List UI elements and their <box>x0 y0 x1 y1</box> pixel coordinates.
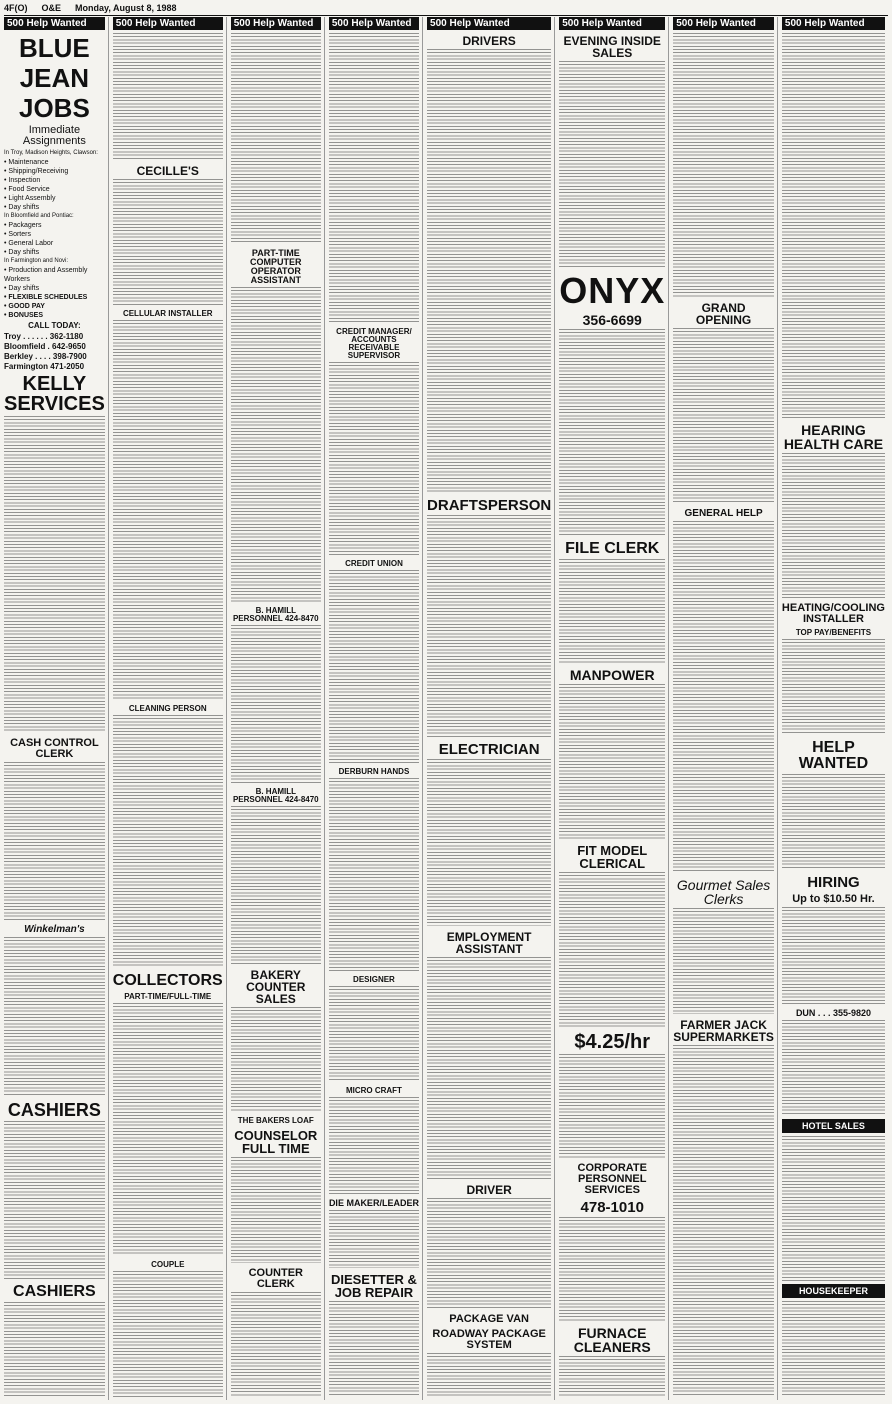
ad-title: ROADWAY PACKAGE SYSTEM <box>432 1327 546 1351</box>
ad-intro: In Bloomfield and Pontiac: <box>4 213 74 219</box>
ad-title: CREDIT UNION <box>345 558 403 568</box>
list-item: • Day shifts <box>4 204 40 211</box>
phone-number: Bloomfield . 642-9650 <box>4 342 86 351</box>
phone-number: 478-1010 <box>580 1199 644 1217</box>
ad-body-text <box>329 778 419 971</box>
ad-title: MANPOWER <box>569 666 655 683</box>
list-item: • Shipping/Receiving <box>4 168 69 175</box>
ad-title: COUPLE <box>151 1259 185 1269</box>
list-item: • Light Assembly <box>4 195 56 202</box>
ad-body-text <box>782 774 885 870</box>
ad-title: DRIVER <box>466 1182 512 1197</box>
ad-body-text <box>231 1157 321 1262</box>
ad-title: B. HAMILL PERSONNEL 424-8470 <box>232 606 319 624</box>
ad-body-text <box>113 1271 223 1398</box>
ad-subtitle: PART-TIME/FULL-TIME <box>124 991 212 1001</box>
masthead <box>4 3 888 16</box>
issue-date: Monday, August 8, 1988 <box>75 3 177 13</box>
ad-body-text <box>427 957 551 1179</box>
ad-body-text <box>231 287 321 603</box>
ad-body-text <box>113 179 223 306</box>
ad-body-text <box>329 570 419 763</box>
perk-list <box>4 293 105 320</box>
ad-title: B. HAMILL PERSONNEL 424-8470 <box>232 787 319 805</box>
ad-title: DRIVERS <box>462 34 516 48</box>
phone-number: Farmington 471-2050 <box>4 362 85 371</box>
ad-title: DIE MAKER/LEADER <box>328 1197 419 1208</box>
ad-title: HIRING <box>807 874 860 892</box>
ad-body-text <box>559 1217 665 1321</box>
ad-title: COUNSELOR FULL TIME <box>234 1128 318 1157</box>
job-list-3 <box>4 266 105 293</box>
list-item: • FLEXIBLE SCHEDULES <box>4 294 88 301</box>
ad-title: HOTEL SALES <box>782 1119 885 1133</box>
ad-body-text <box>329 33 419 323</box>
ad-title: HELP WANTED <box>798 739 869 773</box>
ad-title: FILE CLERK <box>565 540 660 558</box>
ad-title: FARMER JACK SUPERMARKETS <box>673 1017 774 1044</box>
ad-title: CREDIT MANAGER/ ACCOUNTS RECEIVABLE SUPERVISOR <box>336 326 412 360</box>
ad-body-text <box>427 515 551 737</box>
column-heading: 500 Help Wanted <box>113 17 223 30</box>
ad-intro: In Farmington and Novi: <box>4 258 69 264</box>
list-item: • Day shifts <box>4 285 40 292</box>
ad-title: DIESETTER & JOB REPAIR <box>330 1271 417 1300</box>
ad-title-jobs: JOBS <box>18 93 90 123</box>
ad-title: PACKAGE VAN <box>449 1312 529 1325</box>
paper-name: O&E <box>41 3 62 13</box>
ad-body-text <box>673 908 774 1014</box>
ad-body-text <box>673 33 774 297</box>
ad-title-jean: JEAN <box>19 63 90 93</box>
ad-title: PART-TIME COMPUTER OPERATOR ASSISTANT <box>250 247 302 285</box>
phone-number: DUN . . . 355-9820 <box>795 1007 871 1018</box>
list-item: • Sorters <box>4 231 31 238</box>
ad-intro: In Troy, Madison Heights, Clawson: <box>4 150 98 156</box>
ad-body-text <box>782 639 885 735</box>
column-8 <box>782 17 888 1400</box>
ad-body-text <box>782 907 885 1003</box>
column-heading: 500 Help Wanted <box>329 17 419 30</box>
ad-body-text <box>559 61 665 268</box>
ad-body-text <box>559 1054 665 1158</box>
ad-body-text <box>673 1045 774 1397</box>
column-heading: 500 Help Wanted <box>559 17 665 30</box>
ad-body-text <box>113 1003 223 1256</box>
ad-title: COUNTER CLERK <box>248 1266 303 1290</box>
ad-body-text <box>231 625 321 783</box>
ad-title: FIT MODEL CLERICAL <box>577 843 648 872</box>
ad-body-text <box>559 1356 665 1397</box>
column-heading: 500 Help Wanted <box>231 17 321 30</box>
list-item: • Maintenance <box>4 159 49 166</box>
ad-title: CASHIERS <box>7 1099 101 1120</box>
ad-body-text <box>782 453 885 598</box>
column-3 <box>231 17 325 1400</box>
ad-title-blue: BLUE <box>19 33 90 63</box>
ad-title: CLEANING PERSON <box>128 703 207 713</box>
phone-number: Troy . . . . . . 362-1180 <box>4 332 84 341</box>
ad-title: DRAFTSPERSON <box>427 497 552 515</box>
ad-body-text <box>113 715 223 968</box>
ad-body-text <box>427 759 551 926</box>
ad-title: $4.25/hr <box>574 1031 651 1054</box>
ad-body-text <box>329 1210 419 1268</box>
ad-title: DERBURN HANDS <box>338 766 410 776</box>
kelly-services-logo: KELLY SERVICES <box>4 373 105 415</box>
column-6 <box>559 17 669 1400</box>
ad-title: GENERAL HELP <box>684 508 763 520</box>
ad-title: THE BAKERS LOAF <box>237 1116 314 1126</box>
ad-title: BAKERY COUNTER SALES <box>246 968 306 1007</box>
column-1 <box>4 17 109 1400</box>
column-heading: 500 Help Wanted <box>782 17 885 30</box>
ad-title: CECILLE'S <box>136 163 199 178</box>
ad-title: DESIGNER <box>353 974 395 984</box>
list-item: • Packagers <box>4 222 42 229</box>
ad-body-text <box>427 1353 551 1397</box>
ad-body-text <box>782 1136 885 1281</box>
phone-list <box>4 332 105 372</box>
ad-body-text <box>559 559 665 663</box>
ad-body-text <box>231 1292 321 1397</box>
ad-body-text <box>231 806 321 964</box>
list-item: • Food Service <box>4 186 50 193</box>
ad-title: Gourmet Sales Clerks <box>676 877 771 908</box>
ad-title: FURNACE CLEANERS <box>573 1324 651 1355</box>
classified-columns <box>4 17 888 1400</box>
ad-subtitle: Immediate Assignments <box>22 124 86 147</box>
column-7 <box>673 17 778 1400</box>
column-2 <box>113 17 227 1400</box>
ad-body-text <box>4 1121 105 1279</box>
ad-body-text <box>329 1097 419 1194</box>
phone-number: 356-6699 <box>582 312 642 329</box>
column-4 <box>329 17 423 1400</box>
ad-subtitle: TOP PAY/BENEFITS <box>795 627 872 637</box>
column-heading: 500 Help Wanted <box>427 17 551 30</box>
ad-body-text <box>427 49 551 493</box>
ad-body-text <box>4 762 105 920</box>
list-item: • Inspection <box>4 177 41 184</box>
ad-body-text <box>559 872 665 1027</box>
ad-body-text <box>559 329 665 536</box>
ad-body-text <box>673 328 774 504</box>
ad-body-text <box>231 1007 321 1112</box>
ad-body-text <box>329 1301 419 1398</box>
ad-title: HEARING HEALTH CARE <box>783 422 884 453</box>
list-item: • Day shifts <box>4 249 40 256</box>
ad-body-text <box>4 937 105 1095</box>
phone-number: Berkley . . . . 398-7900 <box>4 352 87 361</box>
section-number: 4F(O) <box>4 3 28 13</box>
list-item: • BONUSES <box>4 312 44 319</box>
ad-body-text <box>113 320 223 700</box>
list-item: • General Labor <box>4 240 54 247</box>
ad-body-text <box>329 362 419 555</box>
column-heading: 500 Help Wanted <box>4 17 105 30</box>
ad-title: CASHIERS <box>13 1282 96 1300</box>
ad-body-text <box>4 1302 105 1397</box>
ad-title: HEATING/COOLING INSTALLER <box>781 601 885 625</box>
column-heading: 500 Help Wanted <box>673 17 774 30</box>
ad-title: CORPORATE PERSONNEL SERVICES <box>577 1162 647 1197</box>
job-list-1 <box>4 158 105 212</box>
ad-title: COLLECTORS <box>112 971 223 989</box>
ad-body-text <box>329 986 419 1083</box>
ad-body-text <box>559 684 665 839</box>
ad-body-text <box>427 1198 551 1309</box>
ad-body-text <box>673 521 774 873</box>
ad-title: MICRO CRAFT <box>345 1086 402 1096</box>
ad-title: GRAND OPENING <box>695 301 752 328</box>
ad-title: ONYX <box>559 270 666 312</box>
ad-body-text <box>4 416 105 733</box>
ad-subtitle: Up to $10.50 Hr. <box>792 893 875 906</box>
ad-title: HOUSEKEEPER <box>782 1284 885 1298</box>
ad-title: ELECTRICIAN <box>438 741 540 759</box>
ad-body-text <box>113 33 223 160</box>
ad-title: Winkelman's <box>24 924 85 936</box>
ad-title: CELLULAR INSTALLER <box>122 309 213 318</box>
ad-title: EMPLOYMENT ASSISTANT <box>446 929 532 956</box>
list-item: • Production and Assembly Workers <box>4 267 88 283</box>
ad-body-text <box>231 33 321 244</box>
ad-body-text <box>782 1301 885 1397</box>
job-list-2 <box>4 221 105 257</box>
ad-body-text <box>782 33 885 418</box>
ad-title: EVENING INSIDE SALES <box>563 34 661 60</box>
column-5 <box>427 17 555 1400</box>
ad-body-text <box>782 1020 885 1116</box>
call-today: CALL TODAY: <box>28 321 81 330</box>
list-item: • GOOD PAY <box>4 303 45 310</box>
ad-title: CASH CONTROL CLERK <box>10 736 99 760</box>
